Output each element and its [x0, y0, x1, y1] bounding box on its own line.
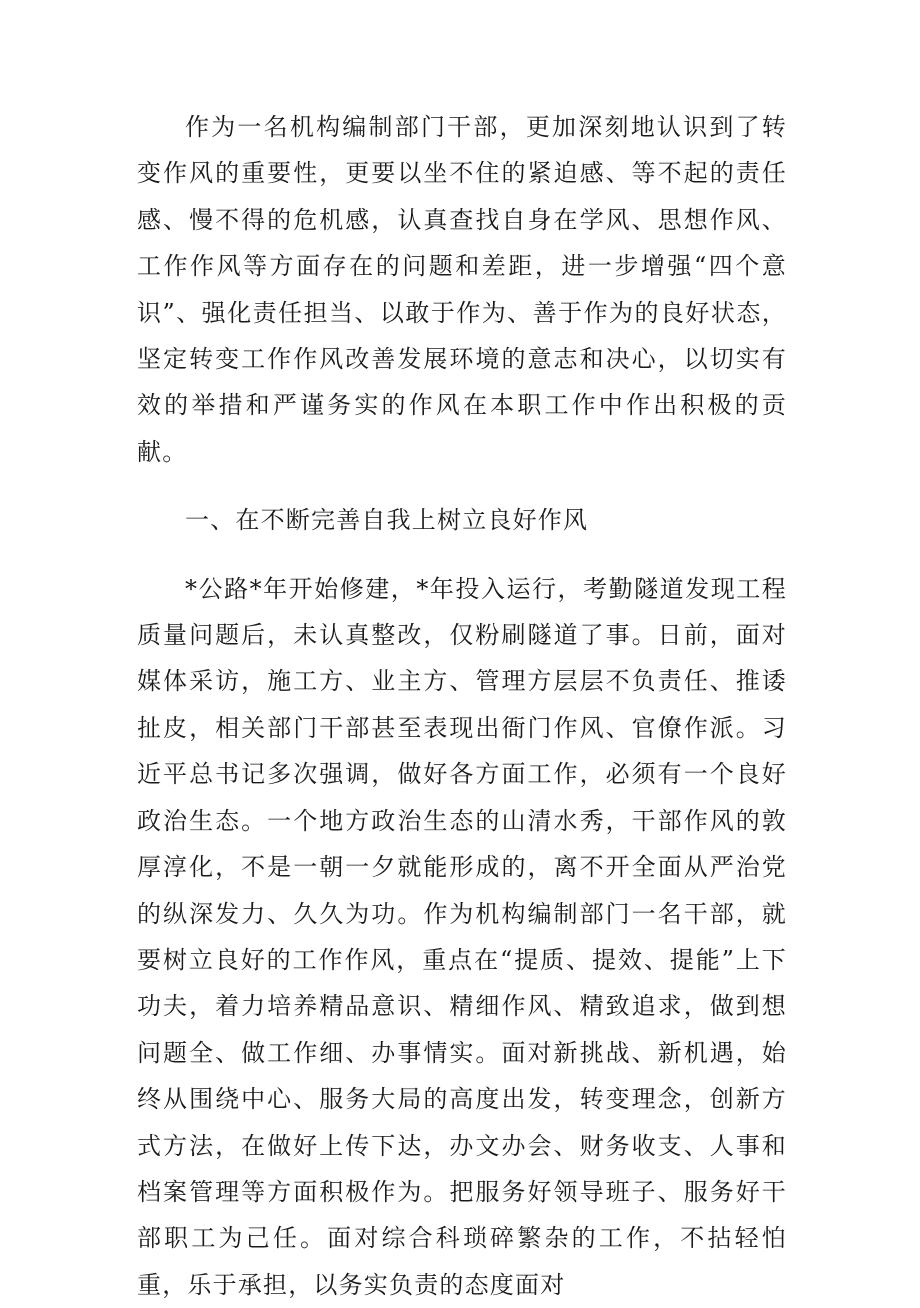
- document-body: [137, 104, 787, 1308]
- section-heading: 一、在不断完善自我上树立良好作风: [185, 506, 589, 535]
- section-paragraph: *公路*年开始修建，*年投入运行，考勤隧道发现工程质量问题后，未认真整改，仅粉刷隧道了事。日前，面对媒体采访，施工方、业主方、管理方层层不负责任、推诿扯皮，相关部门干部甚至表现出衙门作风、官僚作派。习近平总书记多次强调，做好各方面工作，必须有一个良好政治生态。一个地方政治生态的山清水秀，干部作风的敦厚淳化，不是一朝一夕就能形成的，离不开全面从严治党的纵深发力、久久为功。作为机构编制部门一名干部，就要树立良好的工作作风，重点在“提质、提效、提能”上下功夫，着力培养精品意识、精细作风、精致追求，做到想问题全、做工作细、办事情实。面对新挑战、新机遇，始终从围绕中心、服务大局的高度出发，转变理念，创新方式方法，在做好上传下达，办文办会、财务收支、人事和档案管理等方面积极作为。把服务好领导班子、服务好干部职工为己任。面对综合科琐碎繁杂的工作，不拈轻怕重，乐于承担，以务实负责的态度面对: [137, 574, 787, 1299]
- intro-paragraph: 作为一名机构编制部门干部，更加深刻地认识到了转变作风的重要性，更要以坐不住的紧迫感、等不起的责任感、慢不得的危机感，认真查找自身在学风、思想作风、工作作风等方面存在的问题和差距，进一步增强“四个意识”、强化责任担当、以敢于作为、善于作为的良好状态，坚定转变工作作风改善发展环境的意志和决心，以切实有效的举措和严谨务实的作风在本职工作中作出积极的贡献。: [137, 113, 787, 466]
